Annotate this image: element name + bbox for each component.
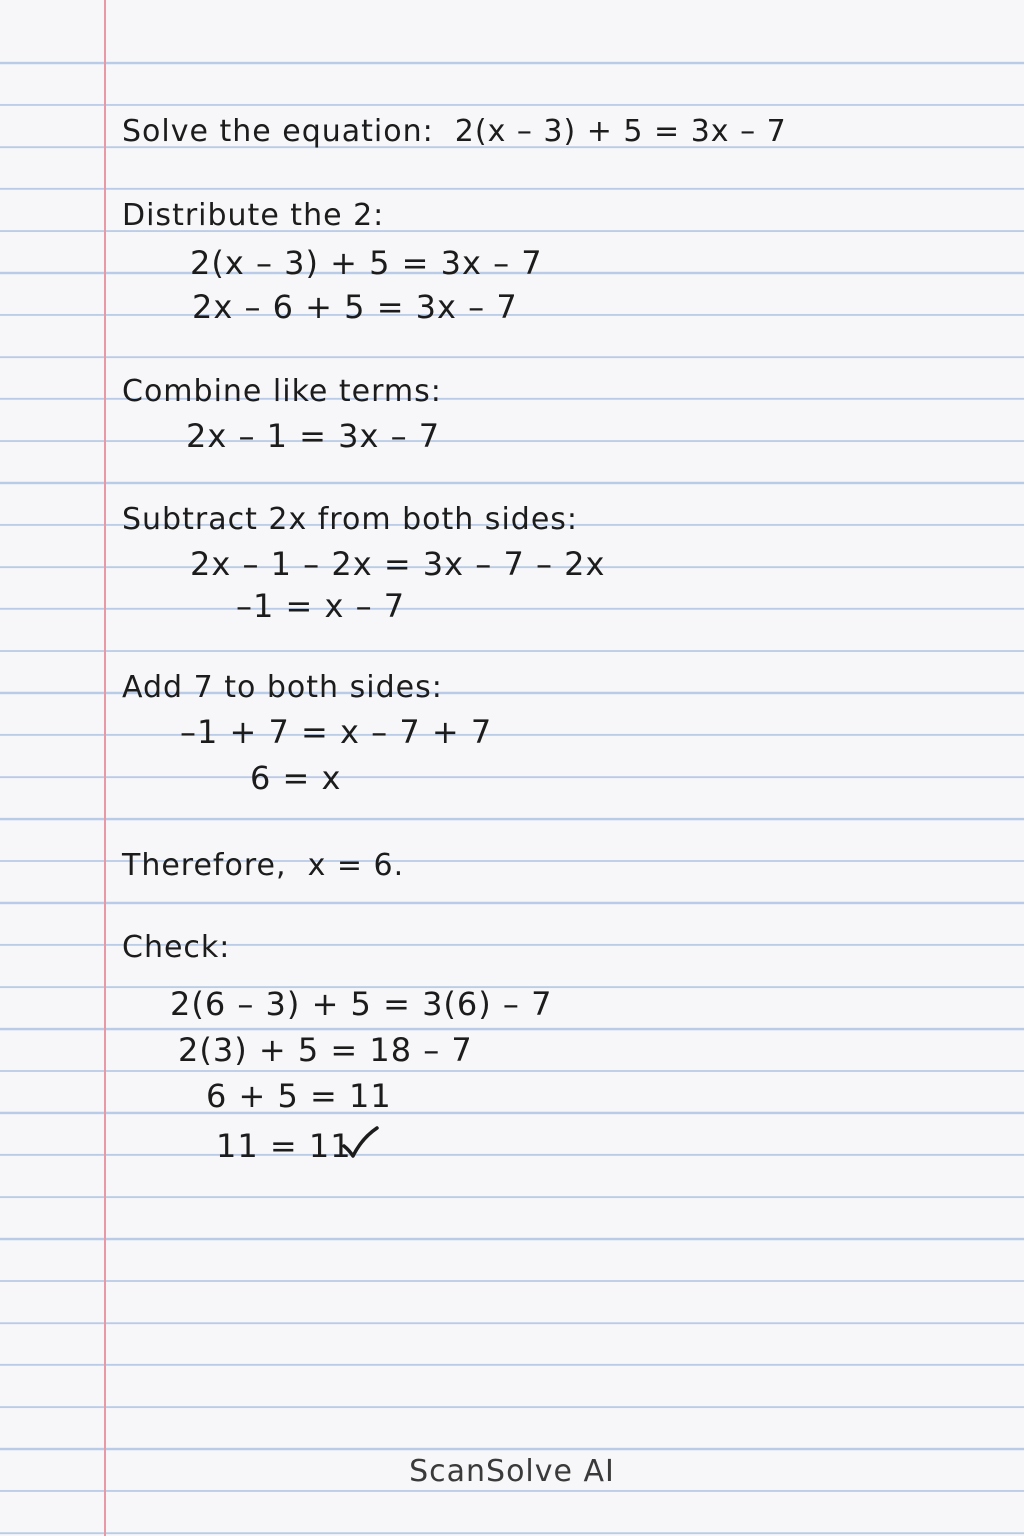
step-4-heading: Add 7 to both sides: [122,670,443,705]
step-3-line-2: –1 = x – 7 [236,587,406,625]
step-1-line-2: 2x – 6 + 5 = 3x – 7 [192,288,518,326]
notebook-margin-line [104,0,106,1536]
check-line-2: 2(3) + 5 = 18 – 7 [178,1031,473,1069]
checkmark-icon [340,1124,380,1164]
check-line-3: 6 + 5 = 11 [206,1077,392,1115]
step-3-heading: Subtract 2x from both sides: [122,502,579,537]
footer-brand: ScanSolve AI [409,1454,615,1489]
problem-statement: Solve the equation: 2(x – 3) + 5 = 3x – 7 [122,114,787,149]
step-4-line-1: –1 + 7 = x – 7 + 7 [180,713,493,751]
step-1-line-1: 2(x – 3) + 5 = 3x – 7 [190,244,543,282]
check-line-1: 2(6 – 3) + 5 = 3(6) – 7 [170,985,553,1023]
step-3-line-1: 2x – 1 – 2x = 3x – 7 – 2x [190,545,606,583]
step-2-heading: Combine like terms: [122,374,442,409]
conclusion: Therefore, x = 6. [122,848,405,883]
step-1-heading: Distribute the 2: [122,198,385,233]
check-line-4: 11 = 11 [216,1127,352,1165]
step-2-line-1: 2x – 1 = 3x – 7 [186,417,441,455]
step-4-line-2: 6 = x [250,759,342,797]
check-heading: Check: [122,930,231,965]
